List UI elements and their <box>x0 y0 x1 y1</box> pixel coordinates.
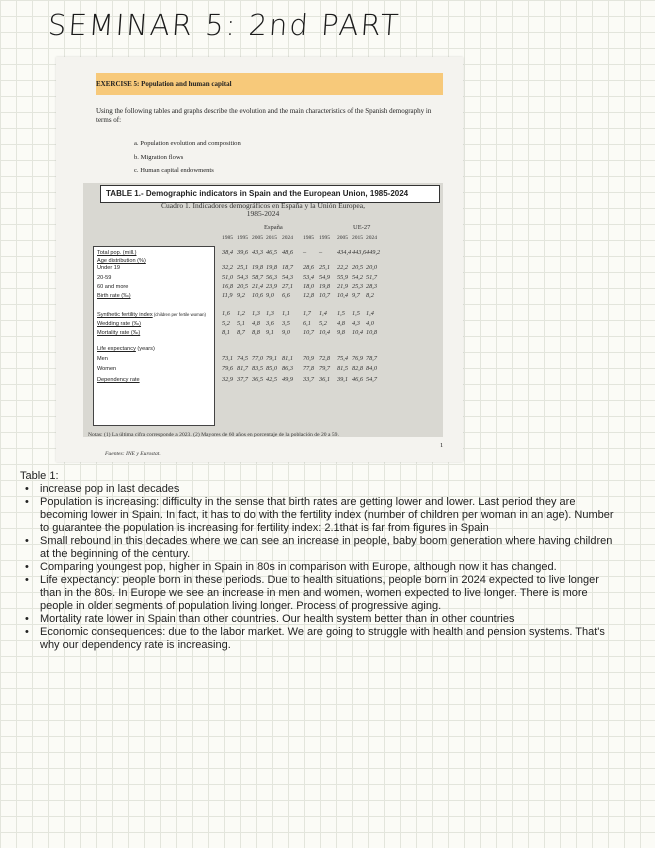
table-cell: 36,1 <box>319 376 331 383</box>
row-label: Under 19 <box>97 265 121 271</box>
table-cell: 43,3 <box>252 249 264 256</box>
row-label: Synthetic fertility index (children per fertile woman) <box>97 312 206 318</box>
table-cell: 9,1 <box>266 329 274 336</box>
note-bullet: • Economic consequences: due to the labor market. We are going to struggle with health and pension systems. That's why our dependency rate is increasing. <box>20 626 620 652</box>
table-cell: 4,0 <box>366 320 374 327</box>
table-cell: 86,3 <box>282 365 294 372</box>
exercise-item: b. Migration flows <box>134 153 184 161</box>
table-cell: 49,9 <box>282 376 294 383</box>
table-cell: 3,5 <box>282 320 290 327</box>
table-cell: 12,8 <box>303 292 315 299</box>
table-cell: 6,1 <box>303 320 311 327</box>
table-cell: 73,1 <box>222 355 234 362</box>
note-bullet: • Comparing youngest pop, higher in Spain in 80s in comparison with Europe, although now it has changed. <box>20 561 620 574</box>
table-cell: 56,3 <box>266 274 278 281</box>
table-cell: 78,7 <box>366 355 378 362</box>
table-cell: 36,5 <box>252 376 264 383</box>
table-cell: 5,2 <box>222 320 230 327</box>
table-cell: 16,8 <box>222 283 234 290</box>
page-number: 1 <box>440 442 444 449</box>
table-cell: 81,7 <box>237 365 249 372</box>
table-cell: 19,8 <box>252 264 264 271</box>
exercise-items <box>134 137 241 178</box>
table-cell: – <box>319 249 323 256</box>
row-label: 20-59 <box>97 275 112 281</box>
table-cell: 38,4 <box>222 249 234 256</box>
table-cell: 19,8 <box>266 264 278 271</box>
table-cell: 58,7 <box>252 274 264 281</box>
table-cell: – <box>303 249 307 256</box>
table-cell: 39,1 <box>337 376 349 383</box>
table-cell: 9,0 <box>266 292 274 299</box>
table-cell: 25,3 <box>352 283 364 290</box>
table-cell: 10,4 <box>319 329 331 336</box>
table-cell: 54,3 <box>237 274 249 281</box>
table-cell: 1,4 <box>366 310 374 317</box>
cuadro-line-1: Cuadro 1. Indicadores demográficos en España y la Unión Europea, <box>161 201 365 210</box>
table-cell: 1,3 <box>252 310 260 317</box>
row-label: Mortality rate (‰) <box>97 330 141 336</box>
table-cell: 42,5 <box>266 376 278 383</box>
row-labels <box>93 246 215 426</box>
table-cell: 32,9 <box>222 376 234 383</box>
table-cell: 1,5 <box>352 310 360 317</box>
group-espana: España <box>264 224 283 231</box>
table-cell: 51,7 <box>366 274 378 281</box>
table-cell: 33,7 <box>303 376 315 383</box>
table-cell: 5,1 <box>237 320 245 327</box>
table-cell: 83,5 <box>252 365 264 372</box>
group-ue27: UE-27 <box>353 224 371 231</box>
table-cell: 1,3 <box>266 310 274 317</box>
handwritten-title: SEMINAR 5: 2nd PART <box>46 8 402 42</box>
table-notes: Notas: (1) La última cifra corresponde a 2023. (2) Mayores de 60 años en porcentaje de la población de 20 a 59. <box>88 432 339 438</box>
note-bullet: • Population is increasing: difficulty in the sense that birth rates are getting lower and lower. Last period they are becoming lower in Spain. In fact, it has to do with the fertility index (number of children per woman in an age). Number to guarantee the population is increasing for fertility index: 2.1that is far from figures in Spain <box>20 496 620 535</box>
row-label: Men <box>97 356 108 362</box>
table-cell: 8,2 <box>366 292 374 299</box>
table-cell: 8,1 <box>222 329 230 336</box>
table-cell: 1,6 <box>222 310 230 317</box>
table-cell: 10,6 <box>252 292 264 299</box>
table-cell: 79,6 <box>222 365 234 372</box>
table-cell: 4,8 <box>252 320 260 327</box>
table-cell: 72,8 <box>319 355 331 362</box>
table-cell: 11,9 <box>222 292 233 299</box>
row-label: Dependency rate <box>97 377 140 383</box>
table-cell: 10,8 <box>366 329 378 336</box>
exercise-heading: EXERCISE 5: Population and human capital <box>96 73 443 95</box>
year-header: 1995 <box>237 235 248 241</box>
exercise-item: a. Population evolution and composition <box>134 140 241 147</box>
year-header: 2024 <box>282 235 293 241</box>
table-title: TABLE 1.- Demographic indicators in Spain and the European Union, 1985-2024 <box>100 185 440 203</box>
note-bullet: • Mortality rate lower in Spain than other countries. Our health system better than in other countries <box>20 613 620 626</box>
year-header: 2015 <box>266 235 277 241</box>
table-cell: 1,7 <box>303 310 311 317</box>
row-label: Birth rate (‰) <box>97 293 131 299</box>
table-cell: 20,0 <box>366 264 378 271</box>
table-cell: 21,4 <box>252 283 264 290</box>
table-cell: 77,8 <box>303 365 315 372</box>
row-label: Total pop. (mill.) <box>97 250 137 256</box>
table-cell: 74,5 <box>237 355 249 362</box>
table-cell: 46,5 <box>266 249 278 256</box>
table-sources: Fuentes: INE y Eurostat. <box>105 451 161 457</box>
row-label: Life expectancy (years) <box>97 346 155 352</box>
table-cell: 5,2 <box>319 320 327 327</box>
table-cell: 1,4 <box>319 310 327 317</box>
table-cell: 10,4 <box>352 329 364 336</box>
table-cell: 70,9 <box>303 355 315 362</box>
table-cell: 18,7 <box>282 264 294 271</box>
table-cell: 81,1 <box>282 355 294 362</box>
table-cell: 32,2 <box>222 264 234 271</box>
table-cell: 25,1 <box>319 264 331 271</box>
notes-heading: Table 1: <box>20 470 59 482</box>
table-cell: 434,4 <box>337 249 352 256</box>
table-cell: 10,4 <box>337 292 349 299</box>
demographic-table <box>83 183 443 457</box>
table-cell: 1,5 <box>337 310 345 317</box>
table-cell: 18,0 <box>303 283 315 290</box>
note-bullet: • increase pop in last decades <box>20 483 620 496</box>
study-notes <box>20 470 620 652</box>
table-cell: 85,0 <box>266 365 278 372</box>
table-cell: 9,0 <box>282 329 290 336</box>
table-cell: 22,2 <box>337 264 349 271</box>
table-cell: 8,8 <box>252 329 260 336</box>
table-cell: 1,1 <box>282 310 290 317</box>
table-cell: 10,7 <box>319 292 331 299</box>
table-cell: 23,9 <box>266 283 278 290</box>
note-bullet: • Small rebound in this decades where we can see an increase in people, baby boom generation where having children at the beginning of the century. <box>20 535 620 561</box>
exercise-intro: Using the following tables and graphs describe the evolution and the main characteristics of the Spanish demography in terms of: <box>96 107 432 124</box>
table-cell: 53,4 <box>303 274 315 281</box>
table-cell: 79,7 <box>319 365 331 372</box>
table-cell: 4,3 <box>352 320 360 327</box>
year-header: 1985 <box>303 235 314 241</box>
table-cell: 9,7 <box>352 292 360 299</box>
year-header: 2005 <box>337 235 348 241</box>
table-cell: 9,8 <box>337 329 345 336</box>
table-cell: 54,2 <box>352 274 364 281</box>
table-cell: 75,4 <box>337 355 349 362</box>
year-header: 2024 <box>366 235 377 241</box>
table-cell: 27,1 <box>282 283 294 290</box>
row-label: Wedding rate (‰) <box>97 321 142 327</box>
table-cell: 76,9 <box>352 355 364 362</box>
table-cell: 48,6 <box>282 249 294 256</box>
table-cell: 37,7 <box>237 376 249 383</box>
table-cell: 8,7 <box>237 329 245 336</box>
table-cell: 1,2 <box>237 310 245 317</box>
table-cell: 25,1 <box>237 264 249 271</box>
exercise-item: c. Human capital endowments <box>134 167 214 174</box>
cuadro-line-2: 1985-2024 <box>246 209 280 218</box>
year-header: 2005 <box>252 235 263 241</box>
exercise-photo <box>56 57 463 462</box>
notes-bullets <box>20 483 620 652</box>
cuadro-caption <box>128 202 398 218</box>
table-cell: 20,5 <box>352 264 364 271</box>
table-cell: 81,5 <box>337 365 349 372</box>
table-cell: 79,1 <box>266 355 278 362</box>
table-cell: 77,0 <box>252 355 264 362</box>
table-cell: 3,6 <box>266 320 274 327</box>
table-cell: 54,3 <box>282 274 294 281</box>
table-cell: 449,2 <box>366 249 381 256</box>
table-cell: 443,6 <box>352 249 367 256</box>
note-bullet: • Life expectancy: people born in these periods. Due to health situations, people born in 2024 expected to live longer than in the 80s. In Europe we see an increase in men and women, women expected to live longer. There is more people in older segments of population living longer. Process of progressive aging. <box>20 574 620 613</box>
table-cell: 54,9 <box>319 274 331 281</box>
table-cell: 6,6 <box>282 292 290 299</box>
year-header: 2015 <box>352 235 363 241</box>
row-label: Age distribution (%) <box>97 258 146 264</box>
table-cell: 19,8 <box>319 283 331 290</box>
table-cell: 39,6 <box>237 249 249 256</box>
table-cell: 46,6 <box>352 376 364 383</box>
year-header: 1985 <box>222 235 233 241</box>
row-label: 60 and more <box>97 284 129 290</box>
table-cell: 28,6 <box>303 264 315 271</box>
row-label: Women <box>97 366 117 372</box>
table-cell: 4,8 <box>337 320 345 327</box>
table-cell: 28,3 <box>366 283 378 290</box>
table-cell: 20,5 <box>237 283 249 290</box>
table-cell: 84,0 <box>366 365 378 372</box>
table-cell: 82,8 <box>352 365 364 372</box>
table-cell: 54,7 <box>366 376 378 383</box>
table-cell: 51,0 <box>222 274 234 281</box>
table-cell: 55,9 <box>337 274 349 281</box>
year-header: 1995 <box>319 235 330 241</box>
table-cell: 9,2 <box>237 292 245 299</box>
table-cell: 21,9 <box>337 283 349 290</box>
table-cell: 10,7 <box>303 329 315 336</box>
